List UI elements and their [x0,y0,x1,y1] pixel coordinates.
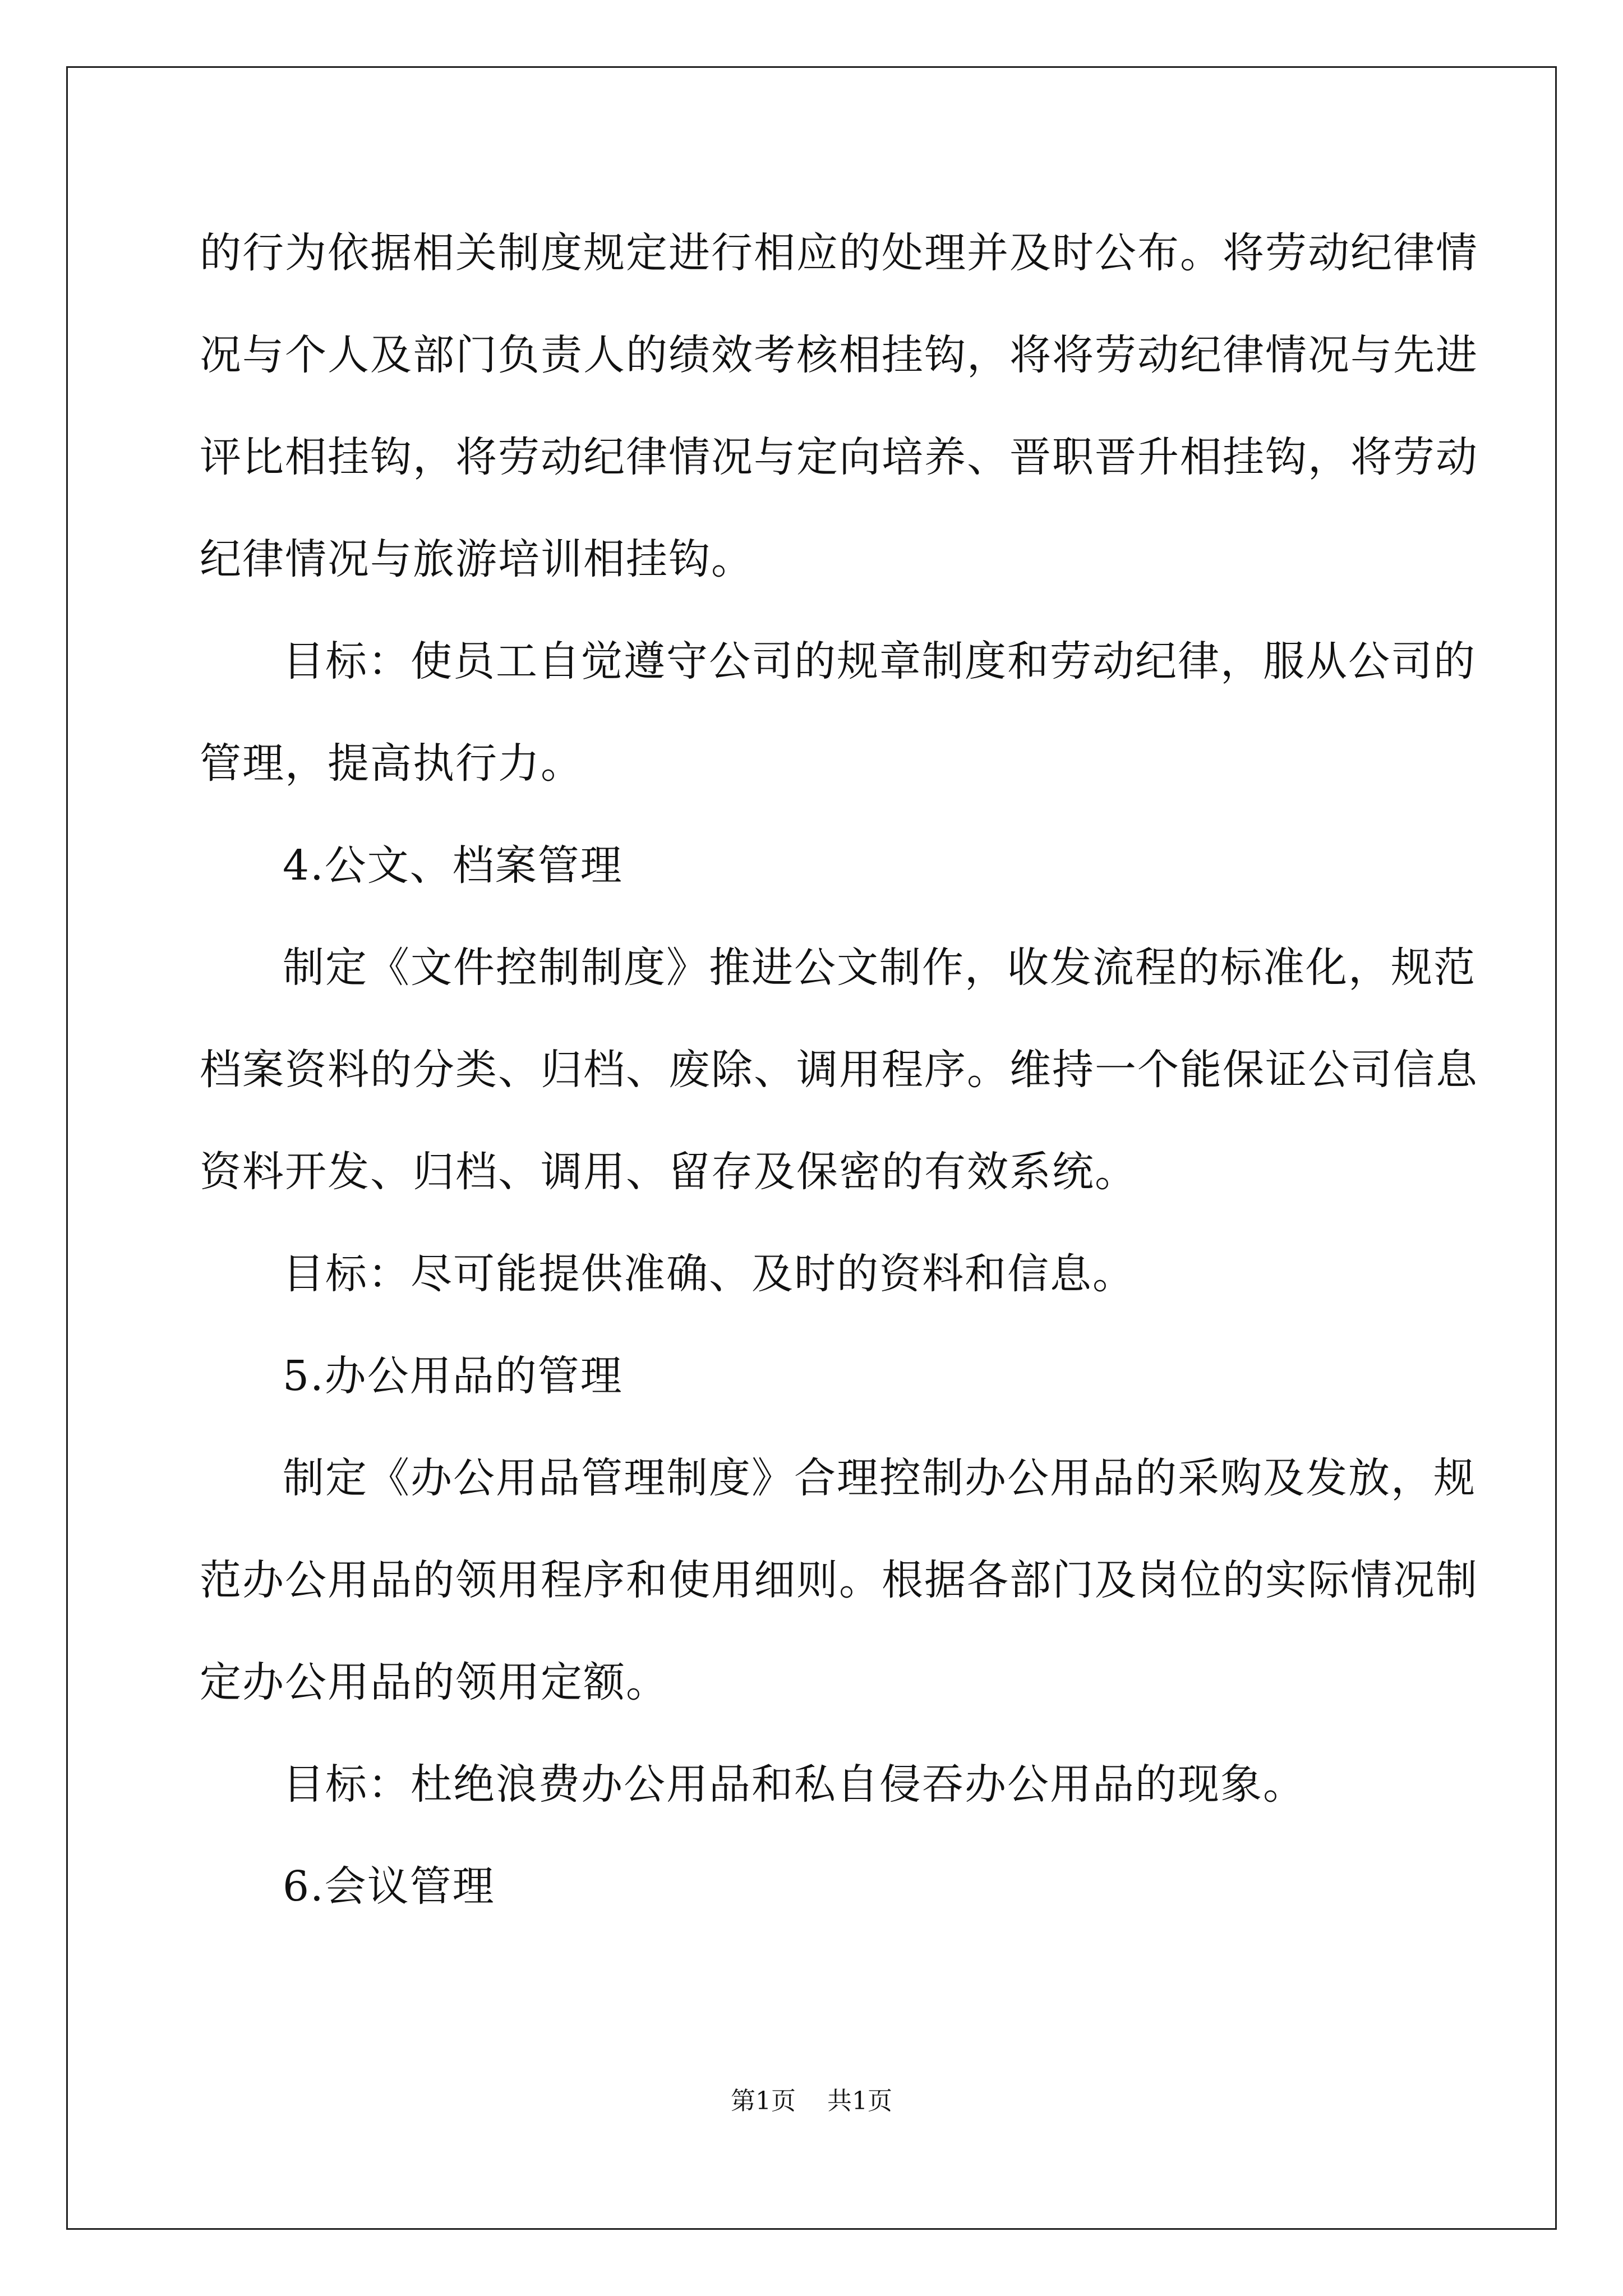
text-line-5: 目标：使员工自觉遵守公司的规章制度和劳动纪律，服从公司的 [283,637,1476,685]
section-heading-6: 6.会议管理 [283,1862,495,1911]
document-body [200,202,1478,1938]
section-heading-4: 4.公文、档案管理 [283,841,623,890]
text-line-9: 档案资料的分类、归档、废除、调用程序。维持一个能保证公司信息 [200,1046,1478,1094]
section-heading-5: 5.办公用品的管理 [283,1352,623,1400]
text-line-10: 资料开发、归档、调用、留存及保密的有效系统。 [200,1148,1137,1196]
page-number-label: 第1页 [731,2087,796,2115]
text-line-8: 制定《文件控制制度》推进公文制作，收发流程的标准化，规范 [283,944,1476,992]
text-line-11: 目标：尽可能提供准确、及时的资料和信息。 [283,1250,1135,1298]
page-footer [0,2085,1623,2118]
text-line-3: 评比相挂钩，将劳动纪律情况与定向培养、晋职晋升相挂钩，将劳动 [200,433,1478,481]
text-line-14: 范办公用品的领用程序和使用细则。根据各部门及岗位的实际情况制 [200,1556,1478,1604]
text-line-4: 纪律情况与旅游培训相挂钩。 [200,535,754,583]
text-line-2: 况与个人及部门负责人的绩效考核相挂钩，将将劳动纪律情况与先进 [200,331,1478,379]
text-line-15: 定办公用品的领用定额。 [200,1658,668,1706]
text-line-6: 管理，提高执行力。 [200,739,583,788]
text-line-13: 制定《办公用品管理制度》合理控制办公用品的采购及发放，规 [283,1454,1476,1502]
text-line-16: 目标：杜绝浪费办公用品和私自侵吞办公用品的现象。 [283,1760,1306,1809]
page-total-label: 共1页 [827,2087,892,2115]
text-line-1: 的行为依据相关制度规定进行相应的处理并及时公布。将劳动纪律情 [200,229,1478,277]
